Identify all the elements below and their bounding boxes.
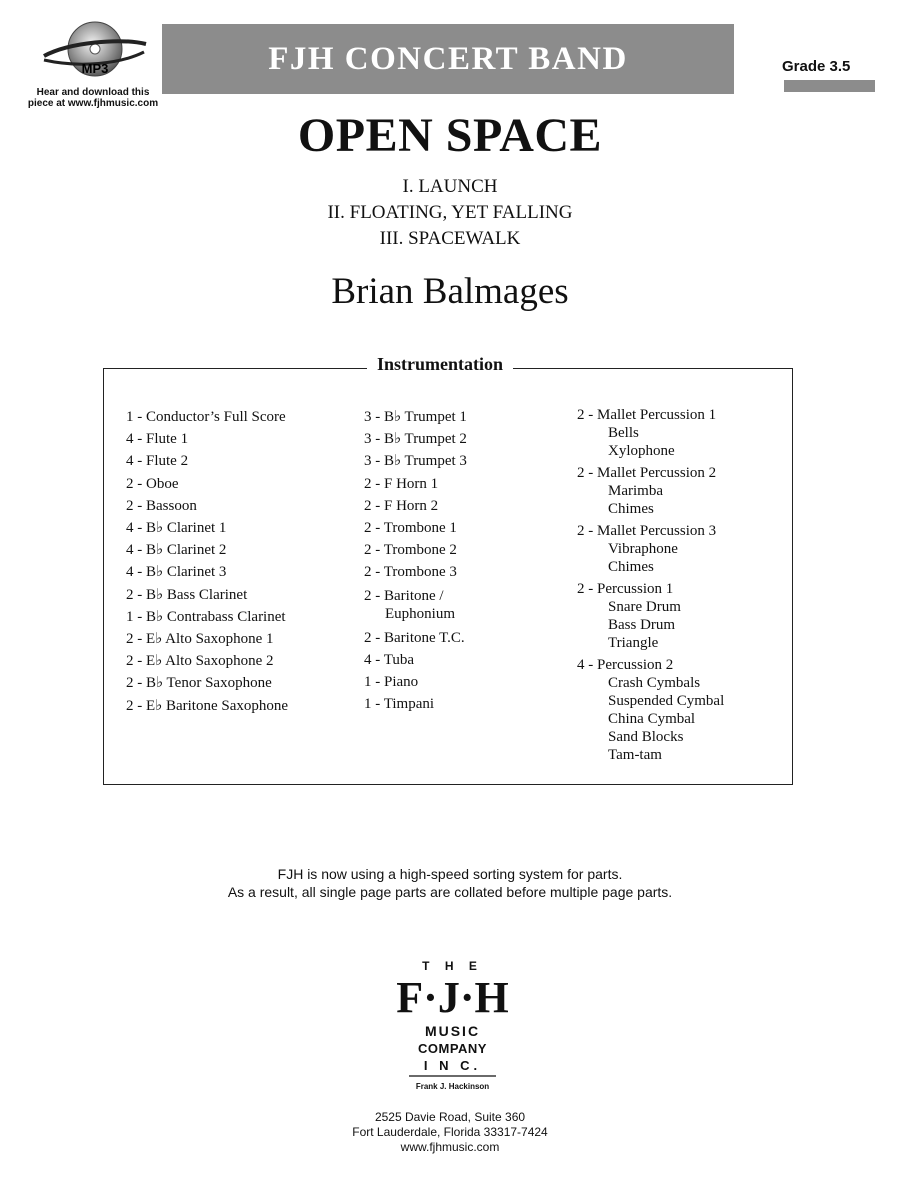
instrumentation-column-1	[126, 406, 356, 717]
instrument-item: 4 - Tuba	[364, 651, 415, 668]
movement-3: III. SPACEWALK	[379, 228, 521, 249]
instrument-item: 2 - Trombone 1	[364, 520, 457, 537]
instrument-item: 2 - F Horn 1	[364, 475, 439, 492]
mp3-caption-line: piece at www.fjhmusic.com	[27, 98, 159, 109]
percussion-instrument: Chimes	[608, 559, 654, 575]
instrument-item: 4 - Flute 1	[126, 431, 189, 448]
percussion-group-label: 2 - Mallet Percussion 1	[577, 407, 717, 423]
series-banner	[162, 24, 734, 94]
instrument-item: 4 - B♭ Clarinet 2	[126, 542, 227, 559]
series-title: FJH CONCERT BAND	[268, 40, 628, 77]
logo-the: T H E	[422, 959, 483, 973]
instrument-item: 1 - Piano	[364, 674, 419, 691]
instrument-item	[364, 584, 564, 627]
instrument-item: 2 - Baritone T.C.	[364, 629, 465, 646]
instrument-item: 3 - B♭ Trumpet 3	[364, 453, 467, 470]
percussion-group	[577, 406, 787, 460]
mp3-caption	[18, 87, 168, 109]
instrument-item-line: 2 - Baritone /	[364, 587, 444, 604]
mp3-caption-line: Hear and download this	[36, 87, 150, 98]
fjh-music-company-logo	[396, 958, 509, 1098]
mp3-label: MP3	[81, 61, 109, 76]
instrument-item: 2 - Trombone 2	[364, 542, 457, 559]
mp3-disc-icon	[40, 20, 150, 84]
instrument-item: 2 - Trombone 3	[364, 564, 457, 581]
instrument-item: 2 - Oboe	[126, 475, 179, 492]
instrument-item: 2 - F Horn 2	[364, 497, 439, 514]
percussion-instrument: Crash Cymbals	[608, 675, 701, 691]
percussion-group	[577, 656, 787, 764]
instrument-item: 3 - B♭ Trumpet 1	[364, 409, 467, 425]
logo-music: MUSIC	[424, 1023, 481, 1039]
percussion-group-label: 2 - Mallet Percussion 3	[577, 523, 717, 539]
movement-list	[0, 174, 900, 252]
website-link[interactable]: www.fjhmusic.com	[400, 1140, 500, 1154]
percussion-group-label: 4 - Percussion 2	[577, 657, 674, 673]
publisher-address	[0, 1110, 900, 1155]
instrument-item: 2 - E♭ Baritone Saxophone	[126, 697, 289, 714]
percussion-group	[577, 522, 787, 576]
percussion-instrument: Vibraphone	[608, 541, 678, 557]
logo-founder: Frank J. Hackinson	[415, 1082, 490, 1091]
piece-title: OPEN SPACE	[297, 109, 603, 162]
percussion-instrument: Bells	[608, 425, 639, 441]
instrument-item: 2 - Bassoon	[126, 497, 197, 514]
instrument-item: 2 - B♭ Tenor Saxophone	[126, 675, 272, 692]
percussion-instrument: Marimba	[608, 483, 663, 499]
percussion-instrument: Bass Drum	[608, 617, 676, 633]
percussion-instrument: China Cymbal	[608, 711, 696, 727]
logo-inc: I N C.	[423, 1058, 482, 1073]
instrument-item: 3 - B♭ Trumpet 2	[364, 431, 467, 448]
percussion-group-label: 2 - Mallet Percussion 2	[577, 465, 717, 481]
percussion-instrument: Sand Blocks	[608, 729, 684, 745]
grade-bar	[784, 80, 875, 92]
instrumentation-heading: Instrumentation	[367, 354, 513, 375]
percussion-group	[577, 580, 787, 652]
grade-label: Grade 3.5	[782, 58, 851, 75]
instrument-item: 4 - B♭ Clarinet 1	[126, 520, 227, 537]
composer-name: Brian Balmages	[331, 271, 569, 312]
movement-2: II. FLOATING, YET FALLING	[327, 202, 573, 223]
percussion-instrument: Triangle	[608, 635, 659, 651]
percussion-group-label: 2 - Percussion 1	[577, 581, 674, 597]
logo-company: COMPANY	[418, 1041, 487, 1056]
percussion-instrument: Xylophone	[608, 443, 675, 459]
instrument-item: 4 - Flute 2	[126, 453, 189, 470]
movement-1: I. LAUNCH	[402, 176, 498, 197]
address-line: Fort Lauderdale, Florida 33317-7424	[352, 1125, 548, 1139]
notice-line: As a result, all single page parts are collated before multiple page parts.	[227, 884, 673, 900]
instrument-item: 4 - B♭ Clarinet 3	[126, 564, 227, 581]
percussion-instrument: Suspended Cymbal	[608, 693, 725, 709]
instrument-item: 2 - B♭ Bass Clarinet	[126, 586, 248, 603]
instrument-item-line: Euphonium	[385, 606, 455, 623]
address-line: 2525 Davie Road, Suite 360	[374, 1110, 526, 1124]
instrumentation-column-3	[577, 406, 787, 768]
percussion-instrument: Tam-tam	[608, 747, 662, 763]
percussion-group	[577, 464, 787, 518]
instrument-item: 2 - E♭ Alto Saxophone 2	[126, 653, 274, 670]
instrument-item: 1 - Conductor’s Full Score	[126, 409, 286, 425]
percussion-instrument: Chimes	[608, 501, 654, 517]
instrumentation-column-2	[364, 406, 564, 715]
notice-line: FJH is now using a high-speed sorting system for parts.	[277, 866, 623, 882]
percussion-instrument: Snare Drum	[608, 599, 681, 615]
instrument-item: 1 - B♭ Contrabass Clarinet	[126, 608, 286, 625]
instrument-item: 1 - Timpani	[364, 696, 435, 713]
logo-fjh: F·J·H	[396, 973, 509, 1022]
instrument-item: 2 - E♭ Alto Saxophone 1	[126, 631, 274, 648]
sorting-notice	[0, 865, 900, 901]
